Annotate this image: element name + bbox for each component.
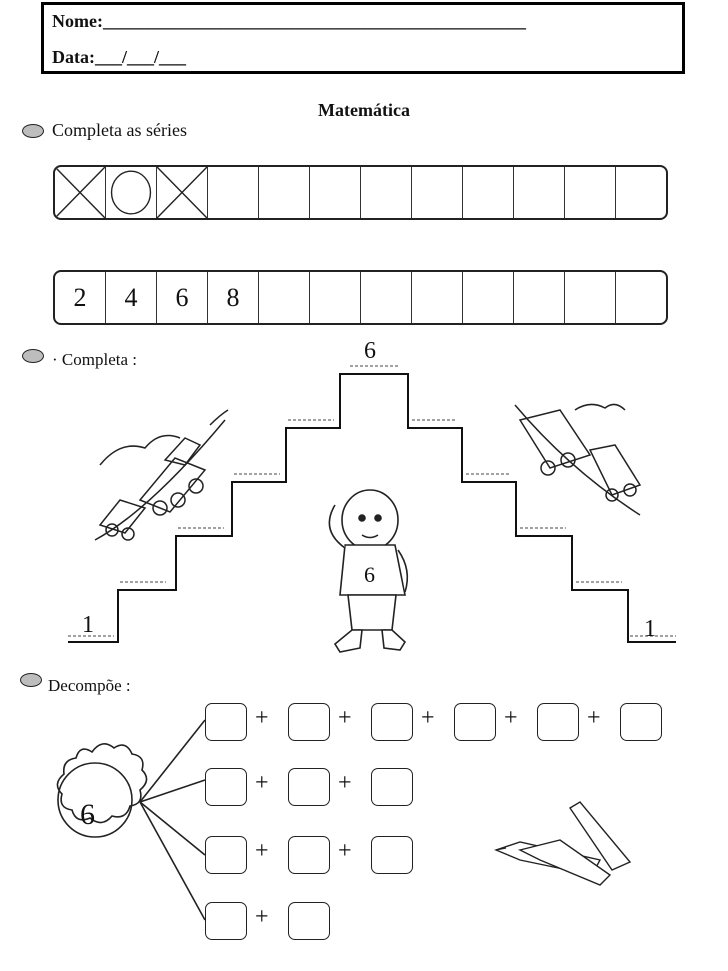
series-number: 4 [124, 282, 138, 312]
left-bottom-number: 1 [82, 612, 94, 638]
series-cell[interactable] [412, 167, 463, 218]
series-cell[interactable] [616, 272, 666, 323]
plus-sign: + [338, 770, 352, 796]
series-cell[interactable] [310, 272, 361, 323]
answer-box[interactable] [288, 902, 330, 940]
right-bottom-number: 1 [644, 616, 656, 642]
series-cell[interactable] [55, 272, 106, 323]
answer-box[interactable] [454, 703, 496, 741]
series-cell[interactable] [565, 167, 616, 218]
name-blank: _______________________________________________ [102, 11, 526, 31]
pencils-illustration [496, 802, 630, 885]
plus-sign: + [255, 904, 269, 930]
answer-box[interactable] [537, 703, 579, 741]
answer-box[interactable] [371, 768, 413, 806]
series-cell[interactable] [55, 167, 106, 218]
plus-sign: + [587, 705, 601, 731]
series-cell[interactable] [616, 167, 666, 218]
answer-box[interactable] [620, 703, 662, 741]
section1-title: Completa as séries [52, 120, 187, 140]
answer-box[interactable] [288, 703, 330, 741]
series-cell[interactable] [463, 167, 514, 218]
x-mark-icon [157, 167, 207, 218]
date-blank: ___/___/___ [95, 47, 187, 67]
series-cell[interactable] [259, 167, 310, 218]
series-cell[interactable] [361, 272, 412, 323]
oval-bullet-icon [20, 673, 42, 687]
section3-title: Decompõe : [48, 676, 131, 695]
date-line[interactable] [52, 47, 186, 68]
staircase-diagram [0, 330, 728, 660]
series-cell[interactable] [157, 167, 208, 218]
plus-sign: + [338, 705, 352, 731]
series-row-numbers [53, 270, 668, 325]
connector-line [140, 720, 205, 802]
answer-box[interactable] [288, 836, 330, 874]
series-cell[interactable] [412, 272, 463, 323]
plus-sign: + [504, 705, 518, 731]
answer-box[interactable] [205, 768, 247, 806]
answer-box[interactable] [371, 836, 413, 874]
series-cell[interactable] [157, 272, 208, 323]
plus-sign: + [421, 705, 435, 731]
series-cell[interactable] [310, 167, 361, 218]
series-cell[interactable] [565, 272, 616, 323]
answer-box[interactable] [288, 768, 330, 806]
decompose-diagram [0, 690, 728, 950]
plus-sign: + [255, 838, 269, 864]
series-cell[interactable] [361, 167, 412, 218]
header-box [41, 2, 685, 74]
top-step-number: 6 [364, 338, 376, 364]
train-illustration [515, 404, 640, 515]
center-number: 6 [80, 798, 95, 831]
number-circle [58, 763, 132, 837]
plus-sign: + [338, 838, 352, 864]
answer-box[interactable] [205, 836, 247, 874]
series-cell[interactable] [208, 272, 259, 323]
oval-bullet-icon [22, 124, 44, 138]
series-number: 6 [175, 282, 189, 312]
connector-line [140, 802, 205, 855]
flower-icon [57, 744, 146, 823]
series-row-symbols [53, 165, 668, 220]
name-label: Nome: [52, 11, 103, 31]
answer-box[interactable] [205, 902, 247, 940]
series-cell[interactable] [259, 272, 310, 323]
plus-sign: + [255, 705, 269, 731]
answer-box[interactable] [205, 703, 247, 741]
date-label: Data: [52, 47, 95, 67]
series-number: 8 [226, 282, 240, 312]
series-cell[interactable] [463, 272, 514, 323]
connector-line [140, 802, 205, 920]
x-mark-icon [55, 167, 105, 218]
section2-title: · Completa : [52, 350, 137, 369]
connector-line [140, 780, 205, 802]
page-title: Matemática [318, 100, 410, 120]
answer-box[interactable] [371, 703, 413, 741]
series-cell[interactable] [106, 167, 157, 218]
shirt-number: 6 [364, 562, 375, 587]
series-number: 2 [73, 282, 87, 312]
train-illustration [95, 410, 228, 540]
o-mark-icon [106, 167, 156, 218]
plus-sign: + [255, 770, 269, 796]
series-cell[interactable] [514, 167, 565, 218]
name-line[interactable] [52, 11, 526, 32]
series-cell[interactable] [208, 167, 259, 218]
series-cell[interactable] [514, 272, 565, 323]
series-cell[interactable] [106, 272, 157, 323]
